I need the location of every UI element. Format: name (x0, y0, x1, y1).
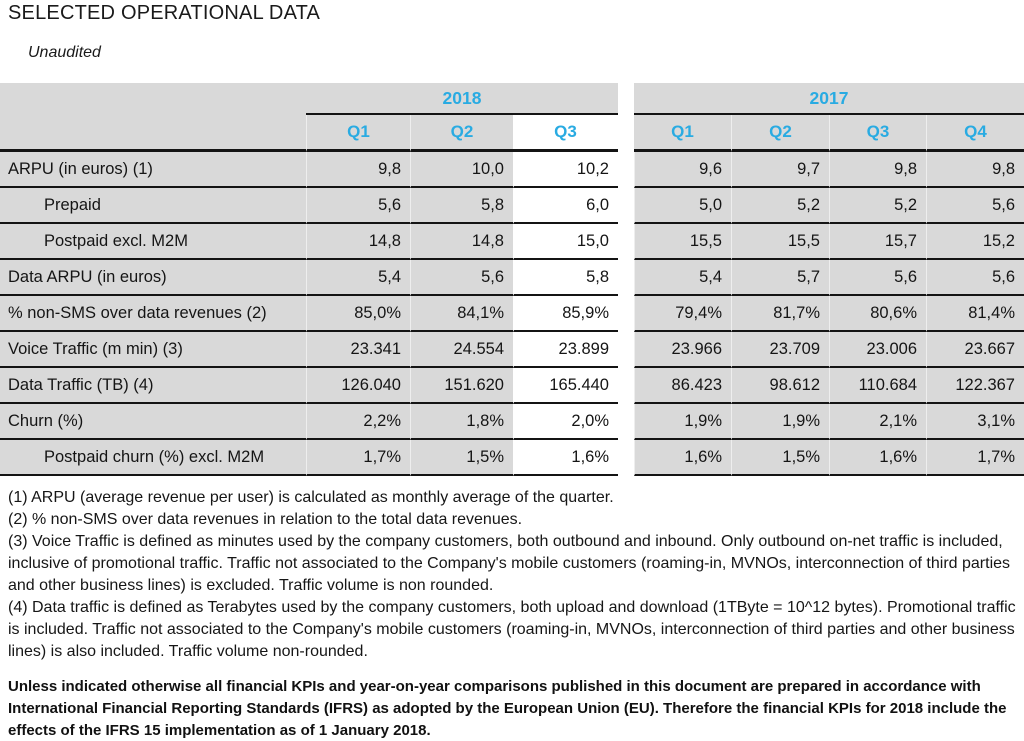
cell-2017-q2: 81,7% (731, 296, 829, 332)
table-gap-spacer (618, 224, 634, 260)
table-gap-spacer (618, 296, 634, 332)
cell-2018-q2: 84,1% (410, 296, 513, 332)
ifrs-disclaimer: Unless indicated otherwise all financial KPIs and year-on-year comparisons published in this document are prepared in accordance with International Financial Reporting Standards (IFRS) as adopted by the European Union (EU). Therefore the financial KPIs for 2018 include the effects of the IFRS 15 implementation as of 1 January 2018. (8, 678, 1007, 739)
cell-2017-q1: 5,4 (634, 260, 731, 296)
cell-2018-q3: 23.899 (513, 332, 618, 368)
cell-2018-q1: 85,0% (306, 296, 410, 332)
table-gap-spacer (618, 368, 634, 404)
page-title: SELECTED OPERATIONAL DATA (8, 2, 321, 24)
quarter-row-label-spacer (0, 115, 306, 152)
table-gap-spacer (618, 115, 634, 152)
cell-2018-q2: 1,8% (410, 404, 513, 440)
cell-2018-q3: 85,9% (513, 296, 618, 332)
operational-data-table (0, 83, 1024, 476)
cell-2017-q1: 1,6% (634, 440, 731, 476)
cell-2017-q4: 23.667 (926, 332, 1024, 368)
cell-2017-q1: 79,4% (634, 296, 731, 332)
row-label-data-arpu: Data ARPU (in euros) (0, 260, 306, 296)
cell-2018-q3: 6,0 (513, 188, 618, 224)
row-label-arpu: ARPU (in euros) (1) (0, 152, 306, 188)
cell-2017-q3: 80,6% (829, 296, 926, 332)
cell-2018-q1: 5,4 (306, 260, 410, 296)
year-header-2017: 2017 (634, 83, 1024, 115)
row-label-postpaid-churn: Postpaid churn (%) excl. M2M (0, 440, 306, 476)
quarter-header-2018-q3-highlighted: Q3 (513, 115, 618, 152)
cell-2017-q3: 1,6% (829, 440, 926, 476)
cell-2017-q2: 1,9% (731, 404, 829, 440)
cell-2017-q4: 5,6 (926, 188, 1024, 224)
cell-2017-q2: 9,7 (731, 152, 829, 188)
cell-2018-q2: 24.554 (410, 332, 513, 368)
cell-2018-q1: 23.341 (306, 332, 410, 368)
cell-2018-q3: 5,8 (513, 260, 618, 296)
cell-2017-q3: 23.006 (829, 332, 926, 368)
cell-2017-q3: 5,2 (829, 188, 926, 224)
cell-2017-q1: 23.966 (634, 332, 731, 368)
table-gap-spacer (618, 404, 634, 440)
cell-2017-q4: 15,2 (926, 224, 1024, 260)
cell-2018-q2: 14,8 (410, 224, 513, 260)
quarter-header-2017-q1: Q1 (634, 115, 731, 152)
cell-2017-q3: 9,8 (829, 152, 926, 188)
quarter-header-2018-q1: Q1 (306, 115, 410, 152)
cell-2018-q3: 165.440 (513, 368, 618, 404)
cell-2017-q4: 122.367 (926, 368, 1024, 404)
year-row-label-spacer (0, 83, 306, 115)
cell-2018-q1: 14,8 (306, 224, 410, 260)
cell-2017-q2: 15,5 (731, 224, 829, 260)
row-label-voice-traffic: Voice Traffic (m min) (3) (0, 332, 306, 368)
table-gap-spacer (618, 260, 634, 296)
quarter-header-2018-q2: Q2 (410, 115, 513, 152)
cell-2017-q4: 9,8 (926, 152, 1024, 188)
cell-2018-q1: 2,2% (306, 404, 410, 440)
row-label-data-traffic: Data Traffic (TB) (4) (0, 368, 306, 404)
cell-2017-q2: 23.709 (731, 332, 829, 368)
cell-2018-q3: 1,6% (513, 440, 618, 476)
cell-2018-q3: 10,2 (513, 152, 618, 188)
cell-2017-q3: 5,6 (829, 260, 926, 296)
cell-2017-q2: 5,7 (731, 260, 829, 296)
row-label-prepaid: Prepaid (0, 188, 306, 224)
cell-2018-q2: 151.620 (410, 368, 513, 404)
subtitle-unaudited: Unaudited (28, 44, 101, 61)
cell-2017-q1: 86.423 (634, 368, 731, 404)
cell-2018-q1: 5,6 (306, 188, 410, 224)
footnote-2: (2) % non-SMS over data revenues in relation to the total data revenues. (8, 511, 523, 528)
quarter-header-2017-q2: Q2 (731, 115, 829, 152)
cell-2017-q2: 98.612 (731, 368, 829, 404)
cell-2018-q2: 1,5% (410, 440, 513, 476)
footnote-3: (3) Voice Traffic is defined as minutes used by the company customers, both outbound and inbound. Only outbound on-net traffic is included, inclusive of promotional traffic. Traffic not associated to the Company's mobile customers (roaming-in, MVNOs, interconnection of third parties and other business lines) is excluded. Traffic volume is non rounded. (8, 533, 1011, 594)
table-gap-spacer (618, 83, 634, 115)
footnote-4: (4) Data traffic is defined as Terabytes used by the company customers, both upload and download (1TByte = 10^12 bytes). Promotional traffic is included. Traffic not associated to the Company's mobile customers (roaming-in, MVNOs, interconnection of third parties and other business lines) is also included. Traffic volume non-rounded. (8, 599, 1016, 660)
cell-2017-q1: 15,5 (634, 224, 731, 260)
cell-2017-q1: 9,6 (634, 152, 731, 188)
quarter-header-2017-q3: Q3 (829, 115, 926, 152)
cell-2018-q1: 126.040 (306, 368, 410, 404)
cell-2017-q3: 110.684 (829, 368, 926, 404)
cell-2017-q4: 3,1% (926, 404, 1024, 440)
footnote-1: (1) ARPU (average revenue per user) is calculated as monthly average of the quarter. (8, 489, 614, 506)
quarter-header-2017-q4: Q4 (926, 115, 1024, 152)
cell-2018-q3: 15,0 (513, 224, 618, 260)
cell-2017-q4: 1,7% (926, 440, 1024, 476)
cell-2017-q3: 15,7 (829, 224, 926, 260)
cell-2017-q3: 2,1% (829, 404, 926, 440)
cell-2017-q4: 81,4% (926, 296, 1024, 332)
cell-2018-q1: 1,7% (306, 440, 410, 476)
cell-2018-q2: 5,6 (410, 260, 513, 296)
cell-2017-q1: 1,9% (634, 404, 731, 440)
row-label-postpaid: Postpaid excl. M2M (0, 224, 306, 260)
footnotes (8, 487, 1016, 663)
row-label-non-sms: % non-SMS over data revenues (2) (0, 296, 306, 332)
cell-2017-q2: 5,2 (731, 188, 829, 224)
row-label-churn: Churn (%) (0, 404, 306, 440)
table-gap-spacer (618, 152, 634, 188)
table-gap-spacer (618, 188, 634, 224)
cell-2017-q1: 5,0 (634, 188, 731, 224)
cell-2018-q2: 5,8 (410, 188, 513, 224)
year-header-2018: 2018 (306, 83, 618, 115)
cell-2018-q2: 10,0 (410, 152, 513, 188)
cell-2018-q1: 9,8 (306, 152, 410, 188)
cell-2018-q3: 2,0% (513, 404, 618, 440)
cell-2017-q2: 1,5% (731, 440, 829, 476)
cell-2017-q4: 5,6 (926, 260, 1024, 296)
table-gap-spacer (618, 440, 634, 476)
table-gap-spacer (618, 332, 634, 368)
